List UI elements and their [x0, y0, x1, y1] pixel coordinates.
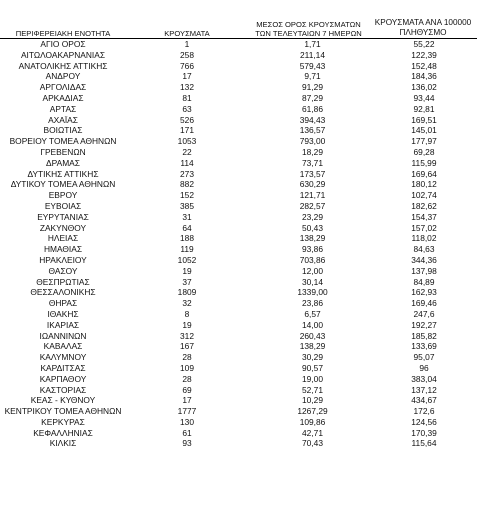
table-row: [0, 93, 477, 104]
cell-regional-unit: ΔΡΑΜΑΣ: [46, 157, 80, 168]
cell-regional-unit: ΑΡΤΑΣ: [49, 103, 77, 114]
cell-regional-unit: ΔΥΤΙΚΗΣ ΑΤΤΙΚΗΣ: [27, 168, 99, 179]
header-avg-line1: ΜΕΣΟΣ ΟΡΟΣ ΚΡΟΥΣΜΑΤΩΝ: [256, 20, 361, 29]
cases-table: [0, 13, 477, 449]
cell-cases: 1: [184, 39, 190, 49]
header-per100k-line1: ΚΡΟΥΣΜΑΤΑ ΑΝΑ 100000: [374, 18, 472, 27]
cell-regional-unit: ΚΕΑΣ - ΚΥΘΝΟΥ: [30, 395, 96, 406]
cell-cases: 8: [184, 308, 190, 319]
cell-cases: 28: [182, 373, 192, 384]
cell-avg-7-days: 136,57: [299, 125, 326, 136]
cell-avg-7-days: 211,14: [300, 49, 325, 60]
cell-avg-7-days: 90,57: [302, 362, 323, 373]
table-row: [0, 363, 477, 374]
cell-per-100k: 137,98: [411, 265, 437, 276]
cell-per-100k: 84,89: [413, 276, 435, 287]
table-row: [0, 147, 477, 158]
table-row: [0, 104, 477, 115]
cell-regional-unit: ΒΟΙΩΤΙΑΣ: [43, 125, 83, 136]
cell-avg-7-days: 703,86: [299, 254, 326, 265]
header-row: [0, 13, 477, 39]
table-row: [0, 71, 477, 82]
cell-per-100k: 55,22: [413, 39, 435, 49]
cell-cases: 32: [182, 298, 192, 309]
cell-cases: 526: [180, 114, 194, 125]
cell-regional-unit: ΘΕΣΣΑΛΟΝΙΚΗΣ: [30, 287, 96, 298]
cell-avg-7-days: 30,29: [302, 352, 323, 363]
cell-avg-7-days: 19,00: [302, 373, 323, 384]
cell-regional-unit: ΘΗΡΑΣ: [48, 298, 78, 309]
cell-avg-7-days: 1,71: [304, 39, 321, 49]
header-cases: ΚΡΟΥΣΜΑΤΑ: [126, 13, 248, 39]
table-row: [0, 287, 477, 298]
table-row: [0, 244, 477, 255]
cell-per-100k: 182,62: [411, 200, 437, 211]
cell-regional-unit: ΔΥΤΙΚΟΥ ΤΟΜΕΑ ΑΘΗΝΩΝ: [10, 179, 116, 190]
cell-regional-unit: ΘΕΣΠΡΩΤΙΑΣ: [36, 276, 90, 287]
cell-avg-7-days: 1267,29: [297, 406, 328, 417]
cell-regional-unit: ΚΑΡΠΑΘΟΥ: [39, 373, 87, 384]
cell-cases: 119: [180, 244, 194, 255]
cell-cases: 312: [180, 330, 194, 341]
cell-cases: 17: [182, 71, 192, 82]
cell-cases: 22: [182, 146, 192, 157]
cell-regional-unit: ΕΥΒΟΙΑΣ: [44, 200, 82, 211]
cell-cases: 61: [182, 427, 192, 438]
cell-avg-7-days: 394,43: [299, 114, 326, 125]
cell-cases: 19: [182, 265, 192, 276]
cell-regional-unit: ΗΜΑΘΙΑΣ: [43, 244, 83, 255]
cell-avg-7-days: 793,00: [299, 136, 326, 147]
cell-regional-unit: ΑΡΚΑΔΙΑΣ: [42, 92, 84, 103]
cell-per-100k: 96: [419, 362, 429, 373]
cell-regional-unit: ΑΙΤΩΛΟΑΚΑΡΝΑΝΙΑΣ: [20, 49, 106, 60]
table-row: [0, 298, 477, 309]
cell-cases: 167: [180, 341, 194, 352]
table-row: [0, 309, 477, 320]
cell-avg-7-days: 1339,00: [297, 287, 328, 298]
table-row: [0, 223, 477, 234]
cell-avg-7-days: 93,86: [302, 244, 323, 255]
cell-regional-unit: ΚΕΝΤΡΙΚΟΥ ΤΟΜΕΑ ΑΘΗΝΩΝ: [4, 406, 122, 417]
table-row: [0, 341, 477, 352]
cell-cases: 1777: [177, 406, 197, 417]
table-row: [0, 406, 477, 417]
cell-regional-unit: ΗΡΑΚΛΕΙΟΥ: [39, 254, 87, 265]
cell-regional-unit: ΚΕΦΑΛΛΗΝΙΑΣ: [33, 427, 93, 438]
cell-per-100k: 169,51: [411, 114, 437, 125]
header-per100k-line2: ΠΛΗΘΥΣΜΟ: [399, 28, 447, 37]
cell-cases: 28: [182, 352, 192, 363]
cell-per-100k: 169,46: [411, 298, 437, 309]
cell-regional-unit: ΕΥΡΥΤΑΝΙΑΣ: [37, 211, 89, 222]
cell-per-100k: 434,67: [411, 395, 437, 406]
cell-avg-7-days: 282,57: [299, 200, 326, 211]
cell-regional-unit: ΑΝΑΤΟΛΙΚΗΣ ΑΤΤΙΚΗΣ: [18, 60, 108, 71]
cell-per-100k: 118,02: [411, 233, 437, 244]
table-body: [0, 39, 477, 450]
table-row: [0, 169, 477, 180]
cell-avg-7-days: 109,86: [299, 416, 326, 427]
cell-avg-7-days: 50,43: [302, 222, 323, 233]
cell-per-100k: 172,6: [413, 406, 435, 417]
cell-regional-unit: ΖΑΚΥΝΘΟΥ: [39, 222, 87, 233]
cell-per-100k: 184,36: [411, 71, 437, 82]
header-avg-7-days: [248, 13, 369, 39]
cell-cases: 63: [182, 103, 192, 114]
table-row: [0, 158, 477, 169]
table-row: [0, 82, 477, 93]
cell-avg-7-days: 70,43: [302, 438, 323, 449]
table-row: [0, 136, 477, 147]
cell-avg-7-days: 260,43: [299, 330, 326, 341]
cell-per-100k: 247,6: [413, 308, 435, 319]
cell-per-100k: 115,64: [411, 438, 437, 449]
cell-cases: 19: [182, 319, 192, 330]
cell-regional-unit: ΙΩΑΝΝΙΝΩΝ: [39, 330, 87, 341]
cell-avg-7-days: 12,00: [302, 265, 323, 276]
cell-avg-7-days: 73,71: [302, 157, 323, 168]
cell-regional-unit: ΑΧΑΪΑΣ: [48, 114, 78, 125]
cell-avg-7-days: 10,29: [302, 395, 323, 406]
table-row: [0, 395, 477, 406]
table-row: [0, 428, 477, 439]
cell-per-100k: 84,63: [413, 244, 435, 255]
header-regional-unit: ΠΕΡΙΦΕΡΕΙΑΚΗ ΕΝΟΤΗΤΑ: [0, 13, 126, 39]
cell-per-100k: 192,27: [411, 319, 437, 330]
cell-regional-unit: ΗΛΕΙΑΣ: [47, 233, 79, 244]
cell-regional-unit: ΘΑΣΟΥ: [48, 265, 78, 276]
table-row: [0, 50, 477, 61]
cell-per-100k: 383,04: [411, 373, 437, 384]
cell-cases: 132: [180, 82, 194, 93]
table-row: [0, 125, 477, 136]
table-row: [0, 417, 477, 428]
cell-cases: 152: [180, 190, 194, 201]
cell-avg-7-days: 18,29: [302, 146, 323, 157]
cell-avg-7-days: 630,29: [299, 179, 326, 190]
cell-per-100k: 180,12: [411, 179, 437, 190]
cell-avg-7-days: 52,71: [302, 384, 323, 395]
cell-avg-7-days: 87,29: [302, 92, 323, 103]
cell-avg-7-days: 61,86: [302, 103, 323, 114]
table-row: [0, 190, 477, 201]
cell-regional-unit: ΚΑΡΔΙΤΣΑΣ: [40, 362, 86, 373]
cell-per-100k: 115,99: [411, 157, 437, 168]
header-avg-line2: ΤΩΝ ΤΕΛΕΥΤΑΙΩΝ 7 ΗΜΕΡΩΝ: [255, 29, 362, 38]
cell-per-100k: 137,12: [411, 384, 437, 395]
cell-cases: 171: [180, 125, 194, 136]
cell-per-100k: 344,36: [411, 254, 437, 265]
cell-avg-7-days: 23,86: [302, 298, 323, 309]
cell-cases: 17: [182, 395, 192, 406]
table-row: [0, 61, 477, 72]
cell-cases: 385: [180, 200, 194, 211]
cell-cases: 1809: [177, 287, 197, 298]
cell-avg-7-days: 91,29: [302, 82, 323, 93]
cell-avg-7-days: 6,57: [304, 308, 321, 319]
cell-cases: 130: [180, 416, 194, 427]
table-row: [0, 331, 477, 342]
cell-per-100k: 170,39: [411, 427, 437, 438]
table-row: [0, 255, 477, 266]
cell-avg-7-days: 9,71: [304, 71, 321, 82]
cell-per-100k: 185,82: [411, 330, 437, 341]
table-row: [0, 179, 477, 190]
table-row: [0, 266, 477, 277]
cell-cases: 81: [182, 92, 192, 103]
cell-cases: 69: [182, 384, 192, 395]
cell-regional-unit: ΚΑΣΤΟΡΙΑΣ: [39, 384, 87, 395]
cell-per-100k: 177,97: [411, 136, 437, 147]
cell-per-100k: 92,81: [413, 103, 435, 114]
table-row: [0, 374, 477, 385]
table-row: [0, 320, 477, 331]
cell-avg-7-days: 173,57: [299, 168, 326, 179]
cell-regional-unit: ΕΒΡΟΥ: [48, 190, 78, 201]
table-row: [0, 277, 477, 288]
cell-regional-unit: ΒΟΡΕΙΟΥ ΤΟΜΕΑ ΑΘΗΝΩΝ: [9, 136, 117, 147]
table-row: [0, 115, 477, 126]
cell-avg-7-days: 23,29: [302, 211, 323, 222]
cell-avg-7-days: 138,29: [299, 341, 326, 352]
cell-regional-unit: ΑΡΓΟΛΙΔΑΣ: [39, 82, 87, 93]
cell-cases: 31: [182, 211, 192, 222]
cell-regional-unit: ΑΓΙΟ ΟΡΟΣ: [40, 39, 86, 49]
cell-cases: 114: [180, 157, 194, 168]
cell-per-100k: 154,37: [411, 211, 437, 222]
cell-regional-unit: ΙΘΑΚΗΣ: [47, 308, 79, 319]
cell-avg-7-days: 42,71: [302, 427, 323, 438]
cell-cases: 882: [180, 179, 194, 190]
cell-cases: 766: [180, 60, 194, 71]
cell-regional-unit: ΓΡΕΒΕΝΩΝ: [40, 146, 86, 157]
cell-per-100k: 169,64: [411, 168, 437, 179]
table-header: [0, 13, 477, 39]
cell-cases: 37: [182, 276, 192, 287]
cell-avg-7-days: 30,14: [302, 276, 323, 287]
cell-per-100k: 122,39: [411, 49, 437, 60]
cell-regional-unit: ΑΝΔΡΟΥ: [45, 71, 81, 82]
cell-per-100k: 152,48: [411, 60, 437, 71]
cell-cases: 93: [182, 438, 192, 449]
cell-cases: 1052: [177, 254, 197, 265]
cell-avg-7-days: 579,43: [299, 60, 326, 71]
table-row: [0, 385, 477, 396]
cell-regional-unit: ΙΚΑΡΙΑΣ: [46, 319, 80, 330]
table-row: [0, 438, 477, 449]
cell-per-100k: 93,44: [413, 92, 435, 103]
cell-cases: 64: [182, 222, 192, 233]
cell-per-100k: 124,56: [411, 416, 437, 427]
cell-per-100k: 95,07: [413, 352, 435, 363]
cell-per-100k: 145,01: [411, 125, 437, 136]
cell-avg-7-days: 138,29: [299, 233, 326, 244]
table-row: [0, 212, 477, 223]
cell-cases: 273: [180, 168, 194, 179]
table-row: [0, 233, 477, 244]
cell-cases: 1053: [177, 136, 197, 147]
header-per-100k: [369, 13, 477, 39]
cell-regional-unit: ΚΑΛΥΜΝΟΥ: [39, 352, 87, 363]
cell-per-100k: 133,69: [411, 341, 437, 352]
cell-per-100k: 136,02: [411, 82, 437, 93]
cell-per-100k: 162,93: [411, 287, 437, 298]
cell-cases: 188: [180, 233, 194, 244]
cell-per-100k: 102,74: [411, 190, 437, 201]
cell-cases: 258: [180, 49, 194, 60]
cell-per-100k: 69,28: [413, 146, 435, 157]
cell-per-100k: 157,02: [411, 222, 437, 233]
cell-avg-7-days: 121,71: [299, 190, 326, 201]
cell-regional-unit: ΚΙΛΚΙΣ: [49, 438, 77, 449]
cell-cases: 109: [180, 362, 194, 373]
table-row: [0, 201, 477, 212]
cell-avg-7-days: 14,00: [302, 319, 323, 330]
cell-regional-unit: ΚΕΡΚΥΡΑΣ: [41, 416, 85, 427]
cell-regional-unit: ΚΑΒΑΛΑΣ: [43, 341, 83, 352]
table-row: [0, 39, 477, 50]
table-row: [0, 352, 477, 363]
